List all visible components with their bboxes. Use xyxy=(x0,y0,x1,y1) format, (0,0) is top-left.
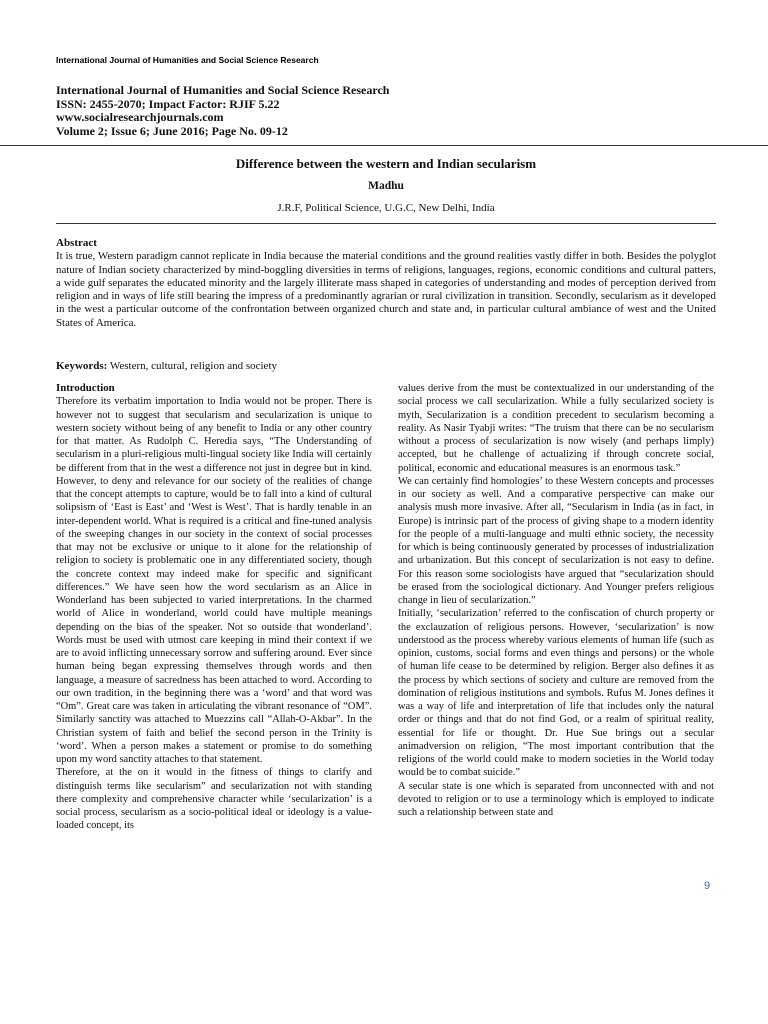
journal-volume: Volume 2; Issue 6; June 2016; Page No. 09-12 xyxy=(56,123,288,138)
page-number: 9 xyxy=(704,880,711,892)
body-column-right xyxy=(398,382,714,819)
body-paragraph: A secular state is one which is separated from unconnected with and not devoted to religion or to use a terminology which is employed to indicate such a relationship between state and xyxy=(398,780,714,818)
journal-info-block xyxy=(56,84,389,138)
keywords-line xyxy=(56,360,716,372)
body-paragraph: We can certainly find homologies’ to these Western concepts and processes in our society as well. And a comparative perspective can make our analysis mush more invasive. After all, “Secularism in India (as in fact, in Europe) is intrinsic part of the process of giving shape to a modern identity for the people of a multi-language and multi ethnic society, the necessity for which is being continuously generated by processes of industrialization and urbanization. But this concept of secularization is not easy to define. For this reason some sociologists have argued that “secularization should be erased from the sociological dictionary. And Younger prefers religious change in lieu of secularization.” xyxy=(398,475,714,606)
journal-issn-impact: ISSN: 2455-2070; Impact Factor: RJIF 5.22 xyxy=(56,96,280,111)
running-header: International Journal of Humanities and Social Science Research xyxy=(56,55,319,65)
abstract-text: It is true, Western paradigm cannot replicate in India because the material conditions and the ground realities vastly differ in both. Besides the polyglot nature of Indian society characterized by mind-boggling diversities in terms of religions, languages, regions, economic conditions and cultural patters, a wide gulf separates the educated minority and the largely illiterate mass shaped in categories of understanding and modes of perception derived from religion and in ways of life still bearing the impress of a predominantly agrarian or rural civilization in transition. Secondly, secularism as it developed in the west a particular outcome of the confrontation between organized church and state and, in particular cultural ambiance of west and the United States of America. xyxy=(56,250,716,329)
article-author: Madhu xyxy=(368,180,404,192)
body-paragraph: Initially, ‘secularization’ referred to the confiscation of church property or the exclauzation of religious persons. However, ‘secularization’ is now understood as the process whereby various elements of human life (such as opinion, customs, social forms and even things and persons) or the whole of human life cease to be determined by religion. Berger also defines it as the process by which sections of society and culture are removed from the domination of religious institutions and symbols. Rufus M. Jones defines it was a way of life and interpretation of life that includes only the natural order or things and that do not find God, or a realm of spiritual reality, essential for life or thought. Dr. Hue Sue brings out a secular animadversion on religion, “The most important contribution that the religions of the world could make to modern societies in the World today would be to combat suicide.” xyxy=(398,608,714,779)
title-divider xyxy=(56,223,716,224)
body-paragraph: Therefore its verbatim importation to India would not be proper. There is however not to suggest that secularism and secularization is unique to western society without being of any benefit to India or any other country for that matter. As Rudolph C. Heredia says, “The Understanding of secularism in a pluri-religious multi-lingual society like India will certainly be different from that in the west a difference not just in degree but in kind. However, to deny and relevance for our society of the realities of change that the concept attempts to capture, would be to fall into a kind of cultural solipsism of ‘East is East’ and ‘West is West’. That is hardly tenable in an inter-dependent world. What is required is a critical and fine-tuned analysis of the sweeping changes in our society in the context of social processes that may not be exclusive or unique to it alone for the relationship of religion to society is problematic one in any differentiated society, though the concrete context may indeed make for specific and significant differences.” We have seen how the word secularism as an Alice in Wonderland has been subjected to varied interpretations. In the charmed world of Alice in wonderland, world could have multiple meanings depending on the bias of the speaker. Not so outside that wonderland’. Words must be used with utmost care keeping in mind their context if we are to avoid inflicting unnecessary sorrow and suffering around. Ever since human being began expressing themselves through words and then language, a measure of sacredness has been attached to word. According to our own tradition, in the beginning there was a ‘word’ and that word was “Om”. Great care was taken in articulating the vibrant resonance of “OM”. Similarly sanctity was attached to Muezzins call “Allah-O-Akbar”. In the Christian system of faith and belief the second person in the Trinity is ‘word’. When a person makes a statement or promise to do something upon my word sanctity attaches to that statement. xyxy=(56,396,372,765)
body-column-left xyxy=(56,382,372,833)
article-title: Difference between the western and Indian secularism xyxy=(235,156,537,171)
abstract-section xyxy=(56,237,716,330)
journal-website: www.socialresearchjournals.com xyxy=(56,110,224,125)
body-paragraph: values derive from the must be contextualized in our understanding of the social process we call secularization. While a fully secularized society is myth, Secularization is a condition precedent to secularism becoming a reality. As Nasir Tyabji writes: “The truism that there can be no secularism without a process of secularization is now wisely (and perhaps limply) accepted, but he challenge of actualizing if through concrete social, political, economic and educational measures is an enormous task.” xyxy=(398,383,714,474)
abstract-heading: Abstract xyxy=(56,237,97,249)
header-divider xyxy=(0,145,768,146)
introduction-heading: Introduction xyxy=(56,382,115,394)
body-paragraph: Therefore, at the on it would in the fitness of things to clarify and distinguish terms like secularism” and secularization not with standing there complexity and comprehensive character while ‘secularization’ is a social process, secularism as a socio-political ideal or ideology is a value-loaded concept, its xyxy=(56,767,372,832)
keywords-text: Western, cultural, religion and society xyxy=(107,360,277,372)
journal-name: International Journal of Humanities and Social Science Research xyxy=(56,83,390,97)
author-affiliation: J.R.F, Political Science, U.G.C, New Delhi, India xyxy=(277,202,495,214)
keywords-label: Keywords: xyxy=(56,360,108,372)
